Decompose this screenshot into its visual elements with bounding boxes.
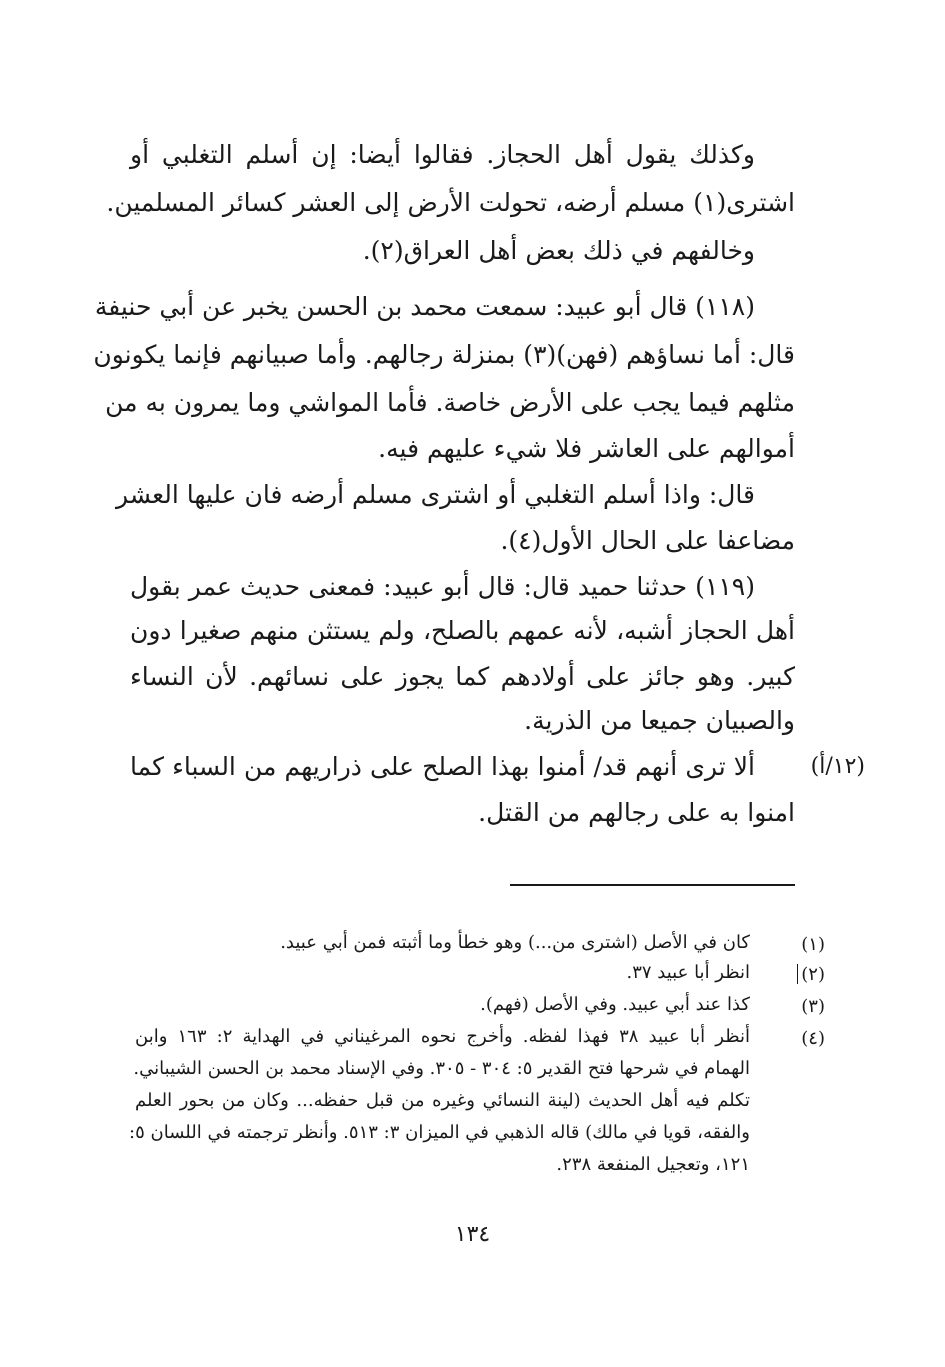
body-line: قال: واذا أسلم التغلبي أو اشترى مسلم أرضه فان عليها العشر [116,480,755,509]
footnote-4-line: الهمام في شرحها فتح القدير ٥: ٣٠٤ - ٣٠٥. وفي الإسناد محمد بن الحسن الشيباني. [133,1058,750,1079]
body-line: كبير. وهو جائز على أولادهم كما يجوز على نسائهم. لأن النساء [130,662,795,691]
footnote-1: كان في الأصل (اشترى من...) وهو خطأ وما أثبته فمن أبي عبيد. [280,932,750,953]
body-line: (١١٨) قال أبو عبيد: سمعت محمد بن الحسن يخبر عن أبي حنيفة [94,292,755,321]
body-line: ألا ترى أنهم قد/ أمنوا بهذا الصلح على ذراريهم من السباء كما [130,752,755,781]
body-line: والصبيان جميعا من الذرية. [524,706,795,735]
body-line: مثلهم فيما يجب على الأرض خاصة. فأما المواشي وما يمرون به من [105,388,795,417]
footnote-4-line: والفقه، قويا في مالك) قاله الذهبي في الميزان ٣: ٥١٣. وأنظر ترجمته في اللسان ٥: [129,1122,750,1143]
footnote-4-line: أنظر أبا عبيد ٣٨ فهذا لفظه. وأخرج نحوه المرغيناني في الهداية ٢: ١٦٣ وابن [135,1026,750,1047]
body-line: امنوا به على رجالهم من القتل. [478,798,795,827]
body-line: مضاعفا على الحال الأول(٤). [500,526,795,555]
footnote-3: كذا عند أبي عبيد. وفي الأصل (فهم). [480,994,750,1015]
footnote-number: (٢) [801,964,825,985]
footnote-2: انظر أبا عبيد ٣٧. [626,962,750,983]
body-line: اشترى(١) مسلم أرضه، تحولت الأرض إلى العشر كسائر المسلمين. [106,188,795,217]
body-line: أهل الحجاز أشبه، لأنه عمهم بالصلح، ولم يستثن منهم صغيرا دون [130,616,795,645]
margin-mark [797,964,798,984]
page-number: ١٣٤ [454,1222,491,1247]
body-line: وخالفهم في ذلك بعض أهل العراق(٢). [362,236,755,265]
footnote-4-line: تكلم فيه أهل الحديث (لينة النسائي وغيره من قبل حفظه... وكان من بحور العلم [135,1090,750,1111]
body-line: قال: أما نساؤهم (فهن)(٣) بمنزلة رجالهم. وأما صبيانهم فإنما يكونون [93,340,795,369]
footnote-number: (٣) [801,996,825,1017]
footnote-number: (١) [801,934,825,955]
body-line: وكذلك يقول أهل الحجاز. فقالوا أيضا: إن أسلم التغلبي أو [130,140,755,169]
body-line: أموالهم على العاشر فلا شيء عليهم فيه. [378,434,795,463]
footnote-4-line: ١٢١، وتعجيل المنفعة ٢٣٨. [556,1154,750,1175]
footnote-separator [510,884,795,886]
footnote-number: (٤) [801,1028,825,1049]
body-line: (١١٩) حدثنا حميد قال: قال أبو عبيد: فمعنى حديث عمر بقول [130,572,755,601]
manuscript-folio-note: (١٢/أ) [810,754,865,779]
